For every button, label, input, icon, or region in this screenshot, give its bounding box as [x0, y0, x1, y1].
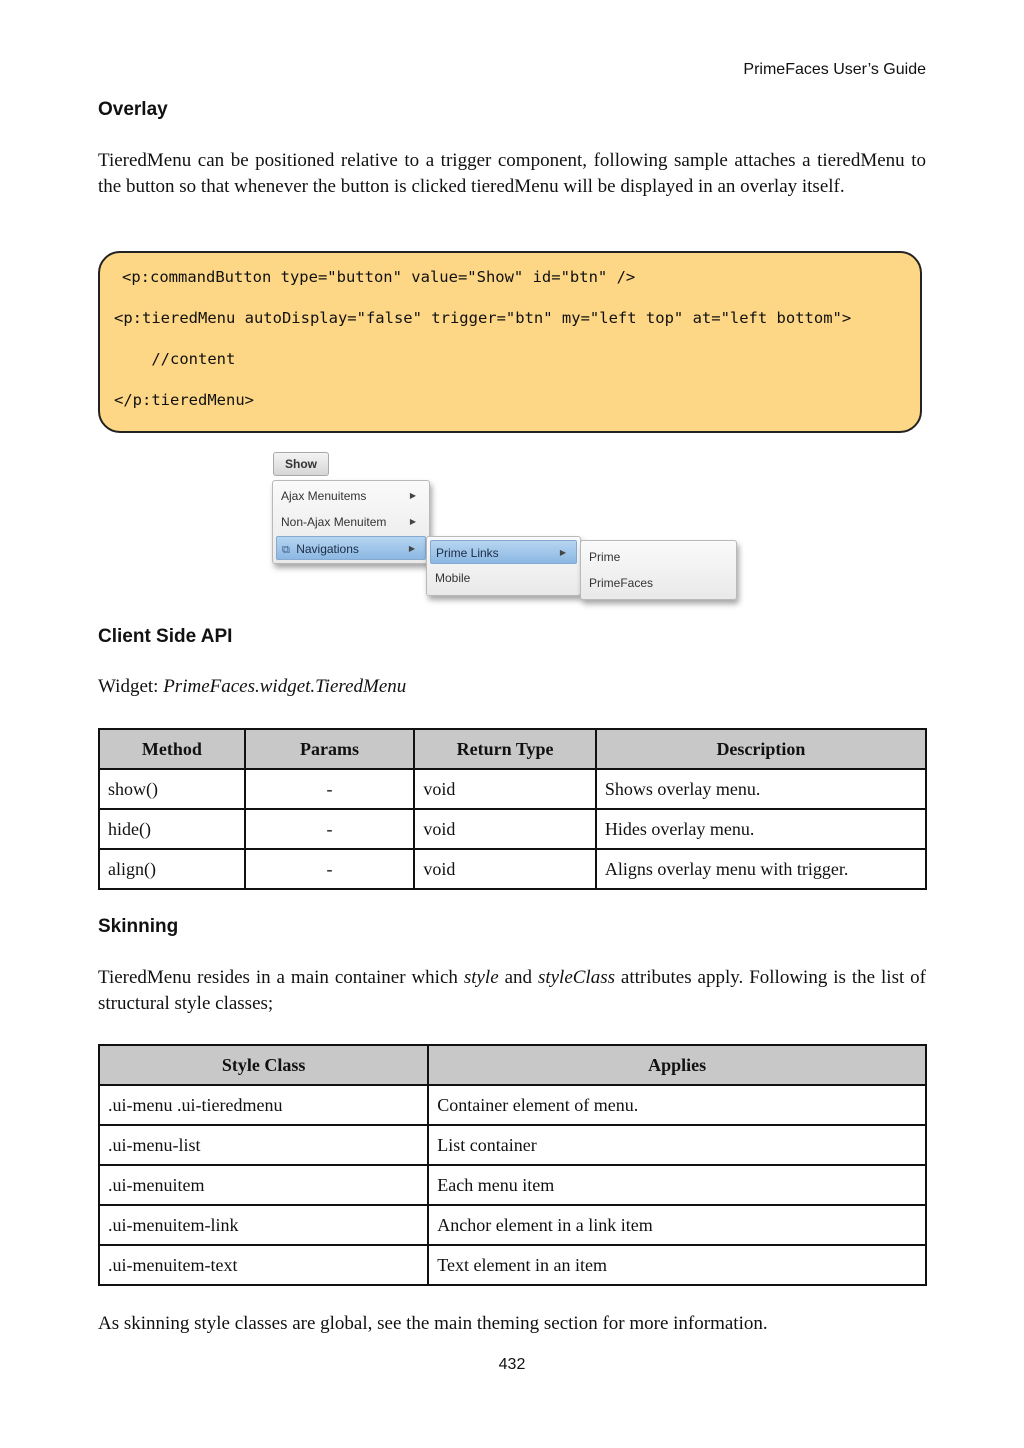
- style-term: style: [463, 967, 499, 988]
- applies-cell: Container element of menu.: [428, 1085, 926, 1125]
- applies-cell: Text element in an item: [428, 1245, 926, 1285]
- menu-level-2: [426, 536, 581, 596]
- params-cell: -: [245, 769, 415, 809]
- triangle-right-icon: ▶: [409, 517, 416, 526]
- table-header: Description: [596, 729, 926, 769]
- table-row: [99, 1165, 926, 1205]
- menuitem-prime-links[interactable]: [430, 540, 577, 564]
- method-cell: hide(): [99, 809, 245, 849]
- table-row: [99, 849, 926, 889]
- table-row: [99, 1125, 926, 1165]
- running-header: PrimeFaces User’s Guide: [743, 61, 926, 78]
- menu-level-3: [580, 540, 737, 600]
- style-class-cell: .ui-menu .ui-tieredmenu: [99, 1085, 428, 1125]
- applies-cell: Anchor element in a link item: [428, 1205, 926, 1245]
- table-header: Method: [99, 729, 245, 769]
- menuitem-ajax[interactable]: [276, 484, 426, 508]
- menuitem-label: Navigations: [296, 542, 359, 556]
- menuitem-label: Mobile: [435, 571, 471, 585]
- triangle-right-icon: ▶: [409, 491, 416, 500]
- return-type-cell: void: [414, 809, 596, 849]
- method-cell: align(): [99, 849, 245, 889]
- external-link-icon: ⧉: [282, 544, 290, 556]
- table-row: [99, 1085, 926, 1125]
- widget-label: Widget:: [98, 676, 164, 697]
- menuitem-label: Non-Ajax Menuitem: [281, 515, 387, 529]
- api-table: [98, 728, 927, 890]
- table-header: Style Class: [99, 1045, 428, 1085]
- description-cell: Shows overlay menu.: [596, 769, 926, 809]
- section-heading-skinning: Skinning: [98, 916, 179, 937]
- section-heading-api: Client Side API: [98, 626, 233, 647]
- description-cell: Aligns overlay menu with trigger.: [596, 849, 926, 889]
- page-number: 432: [498, 1356, 526, 1373]
- menuitem-primefaces[interactable]: [584, 571, 733, 595]
- menuitem-non-ajax[interactable]: [276, 510, 426, 534]
- style-class-cell: .ui-menu-list: [99, 1125, 428, 1165]
- code-line: //content: [114, 350, 236, 368]
- table-row: [99, 1245, 926, 1285]
- code-line: </p:tieredMenu>: [114, 391, 254, 409]
- menuitem-label: Ajax Menuitems: [281, 489, 367, 503]
- code-line: <p:commandButton type="button" value="Show" id="btn" />: [122, 268, 636, 286]
- style-class-cell: .ui-menuitem-text: [99, 1245, 428, 1285]
- table-row: [99, 1205, 926, 1245]
- style-class-cell: .ui-menuitem: [99, 1165, 428, 1205]
- applies-cell: Each menu item: [428, 1165, 926, 1205]
- method-cell: show(): [99, 769, 245, 809]
- applies-cell: List container: [428, 1125, 926, 1165]
- styleclass-term: styleClass: [537, 967, 615, 988]
- skinning-paragraph: [98, 965, 926, 1017]
- code-sample: [98, 251, 922, 433]
- return-type-cell: void: [414, 769, 596, 809]
- skinning-footer-note: As skinning style classes are global, see the main theming section for more information.: [98, 1313, 768, 1334]
- description-cell: Hides overlay menu.: [596, 809, 926, 849]
- params-cell: -: [245, 849, 415, 889]
- style-class-table: [98, 1044, 927, 1286]
- widget-name: PrimeFaces.widget.TieredMenu: [163, 676, 407, 697]
- table-row: [99, 769, 926, 809]
- triangle-right-icon: ▶: [559, 548, 566, 557]
- style-class-cell: .ui-menuitem-link: [99, 1205, 428, 1245]
- table-row: [99, 809, 926, 849]
- code-line: <p:tieredMenu autoDisplay="false" trigger="btn" my="left top" at="left bottom">: [114, 309, 852, 327]
- return-type-cell: void: [414, 849, 596, 889]
- table-header: Params: [245, 729, 415, 769]
- menuitem-mobile[interactable]: [430, 566, 577, 590]
- text: TieredMenu resides in a main container which: [98, 967, 464, 988]
- menuitem-label: PrimeFaces: [589, 576, 654, 590]
- menu-level-1: [272, 480, 430, 564]
- triangle-right-icon: ▶: [408, 544, 415, 553]
- menuitem-label: Prime Links: [436, 546, 499, 560]
- text: and: [498, 967, 538, 988]
- params-cell: -: [245, 809, 415, 849]
- show-button[interactable]: Show: [273, 452, 329, 476]
- text: attributes apply. Following is the list of structural style classes;: [98, 967, 926, 1014]
- table-header: Applies: [428, 1045, 926, 1085]
- widget-line: [98, 674, 926, 700]
- section-heading-overlay: Overlay: [98, 99, 168, 120]
- menuitem-navigations[interactable]: [276, 536, 426, 560]
- menuitem-label: Prime: [589, 550, 621, 564]
- menuitem-prime[interactable]: [584, 545, 733, 569]
- overlay-paragraph: TieredMenu can be positioned relative to a trigger component, following sample attaches a tieredMenu to the button so that whenever the button is clicked tieredMenu will be displayed in an overlay itself.: [98, 150, 926, 197]
- table-header: Return Type: [414, 729, 596, 769]
